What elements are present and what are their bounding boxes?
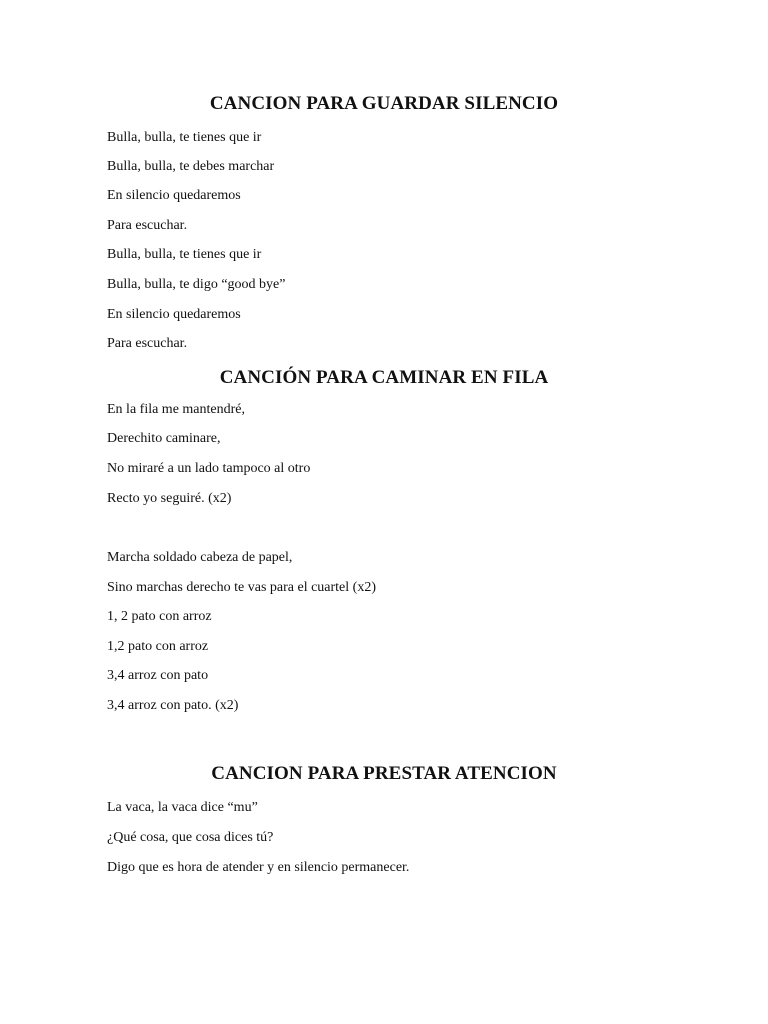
lyric-line: 1, 2 pato con arroz — [107, 609, 212, 624]
lyric-line: Bulla, bulla, te debes marchar — [107, 159, 275, 174]
section-title-caminar-en-fila: CANCIÓN PARA CAMINAR EN FILA — [219, 367, 549, 388]
lyric-line: Bulla, bulla, te tienes que ir — [107, 130, 262, 145]
lyric-line: 1,2 pato con arroz — [107, 639, 209, 654]
lyric-line: ¿Qué cosa, que cosa dices tú? — [107, 830, 274, 845]
lyric-line: 3,4 arroz con pato. (x2) — [107, 698, 239, 713]
lyric-line: La vaca, la vaca dice “mu” — [107, 800, 258, 815]
lyric-line: Recto yo seguiré. (x2) — [107, 491, 232, 506]
lyric-line: 3,4 arroz con pato — [107, 668, 209, 683]
lyric-line: En la fila me mantendré, — [107, 402, 245, 417]
lyric-line: Bulla, bulla, te tienes que ir — [107, 247, 262, 262]
lyric-line: Para escuchar. — [107, 336, 188, 351]
lyric-line: Bulla, bulla, te digo “good bye” — [107, 277, 286, 292]
lyric-line: Para escuchar. — [107, 218, 188, 233]
lyric-line: No miraré a un lado tampoco al otro — [107, 461, 311, 476]
section-title-guardar-silencio: CANCION PARA GUARDAR SILENCIO — [209, 93, 559, 114]
lyric-line: Marcha soldado cabeza de papel, — [107, 550, 293, 565]
lyric-line: Sino marchas derecho te vas para el cuartel (x2) — [107, 580, 376, 595]
lyric-line: En silencio quedaremos — [107, 307, 241, 322]
lyric-line: Derechito caminare, — [107, 431, 221, 446]
lyric-line: Digo que es hora de atender y en silencio permanecer. — [107, 860, 410, 875]
section-title-prestar-atencion: CANCION PARA PRESTAR ATENCION — [211, 763, 557, 784]
lyric-line: En silencio quedaremos — [107, 188, 241, 203]
